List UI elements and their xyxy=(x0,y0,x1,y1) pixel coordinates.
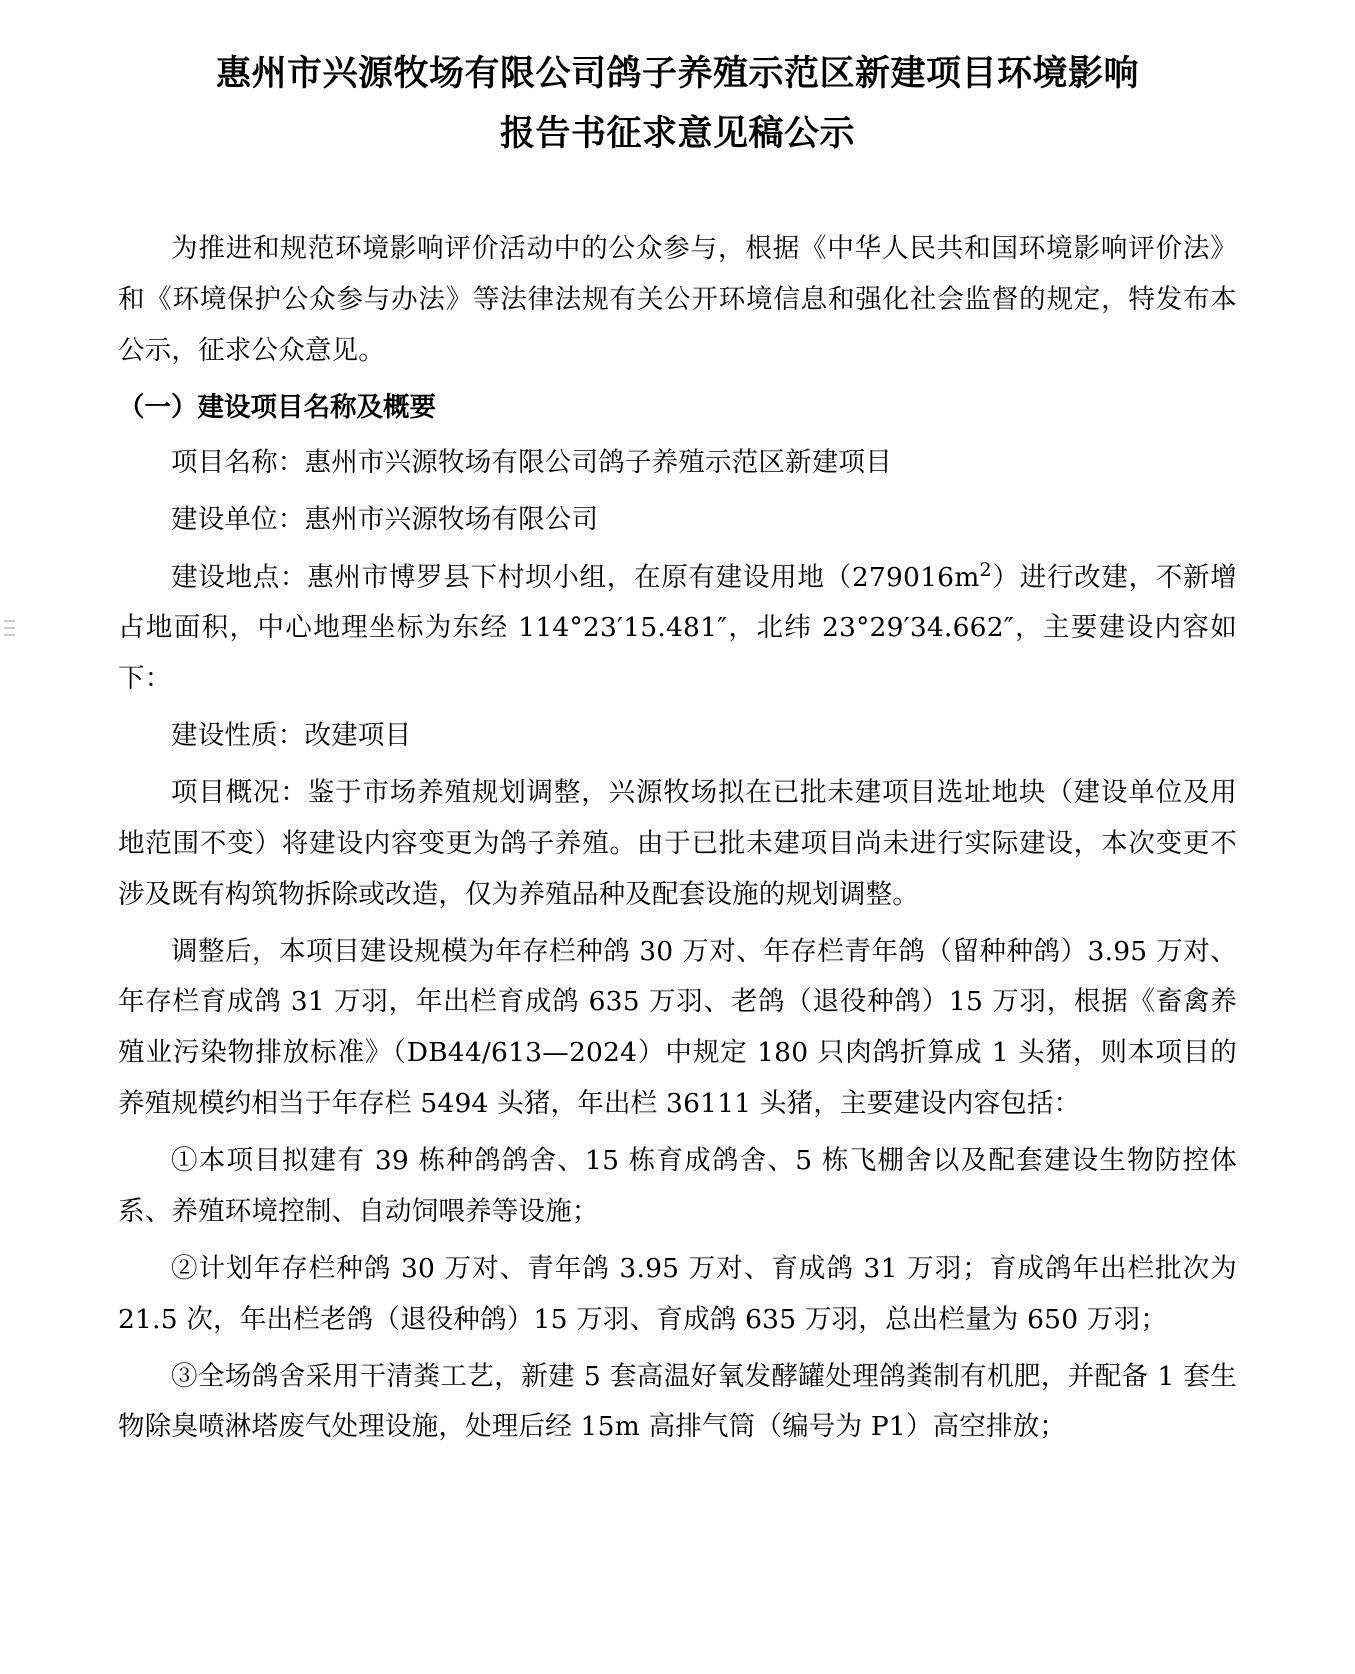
title-line-1: 惠州市兴源牧场有限公司鸽子养殖示范区新建项目环境影响 xyxy=(215,54,1139,94)
section-heading-1: （一）建设项目名称及概要 xyxy=(118,392,436,423)
edge-mark xyxy=(4,620,15,622)
list-item-3: ③全场鸽舍采用干清粪工艺，新建 5 套高温好氧发酵罐处理鸽粪制有机肥，并配备 1 套生物除臭喷淋塔废气处理设施，处理后经 15m 高排气筒（编号为 P1）高空排放； xyxy=(118,1360,1237,1443)
page-edge-marks xyxy=(4,620,16,636)
page-title xyxy=(118,44,1237,164)
edge-mark xyxy=(4,634,15,636)
project-overview-paragraph: 项目概况：鉴于市场养殖规划调整，兴源牧场拟在已批未建项目选址地块（建设单位及用地范围不变）将建设内容变更为鸽子养殖。由于已批未建项目尚未进行实际建设，本次变更不涉及既有构筑物拆除或改造，仅为养殖品种及配套设施的规划调整。 xyxy=(118,776,1237,910)
intro-paragraph: 为推进和规范环境影响评价活动中的公众参与，根据《中华人民共和国环境影响评价法》和《环境保护公众参与办法》等法律法规有关公开环境信息和强化社会监督的规定，特发布本公示，征求公众意见。 xyxy=(118,233,1237,367)
list-item-2: ②计划年存栏种鸽 30 万对、青年鸽 3.95 万对、育成鸽 31 万羽；育成鸽年出栏批次为 21.5 次，年出栏老鸽（退役种鸽）15 万羽、育成鸽 635 万羽，总出栏量为 650 万羽； xyxy=(118,1252,1237,1335)
title-line-2: 报告书征求意见稿公示 xyxy=(499,114,855,155)
site-prefix: 建设地点：惠州市博罗县下村坝小组，在原有建设用地（279016m xyxy=(171,561,980,593)
construction-unit-line: 建设单位：惠州市兴源牧场有限公司 xyxy=(171,503,599,535)
site-area-superscript: 2 xyxy=(979,558,992,581)
scale-paragraph: 调整后，本项目建设规模为年存栏种鸽 30 万对、年存栏青年鸽（留种种鸽）3.95 万对、年存栏育成鸽 31 万羽，年出栏育成鸽 635 万羽、老鸽（退役种鸽）15 万羽，根据《畜禽养殖业污染物排放标准》（DB44/613—2024）中规定 180 只肉鸽折算成 1 头猪，则本项目的养殖规模约相当于年存栏 5494 头猪，年出栏 36111 头猪，主要建设内容包括： xyxy=(118,935,1237,1120)
construction-site-paragraph xyxy=(118,552,1237,705)
project-name-line: 项目名称：惠州市兴源牧场有限公司鸽子养殖示范区新建项目 xyxy=(171,446,892,478)
construction-nature-line: 建设性质：改建项目 xyxy=(171,720,412,752)
site-suffix: ）进行改建，不新增占地面积，中心地理坐标为东经 114°23′15.481″，北纬 23°29′34.662″，主要建设内容如下： xyxy=(118,561,1237,695)
edge-mark xyxy=(4,627,15,629)
list-item-1: ①本项目拟建有 39 栋种鸽鸽舍、15 栋育成鸽舍、5 栋飞棚舍以及配套建设生物防控体系、养殖环境控制、自动饲喂养等设施； xyxy=(118,1145,1237,1227)
